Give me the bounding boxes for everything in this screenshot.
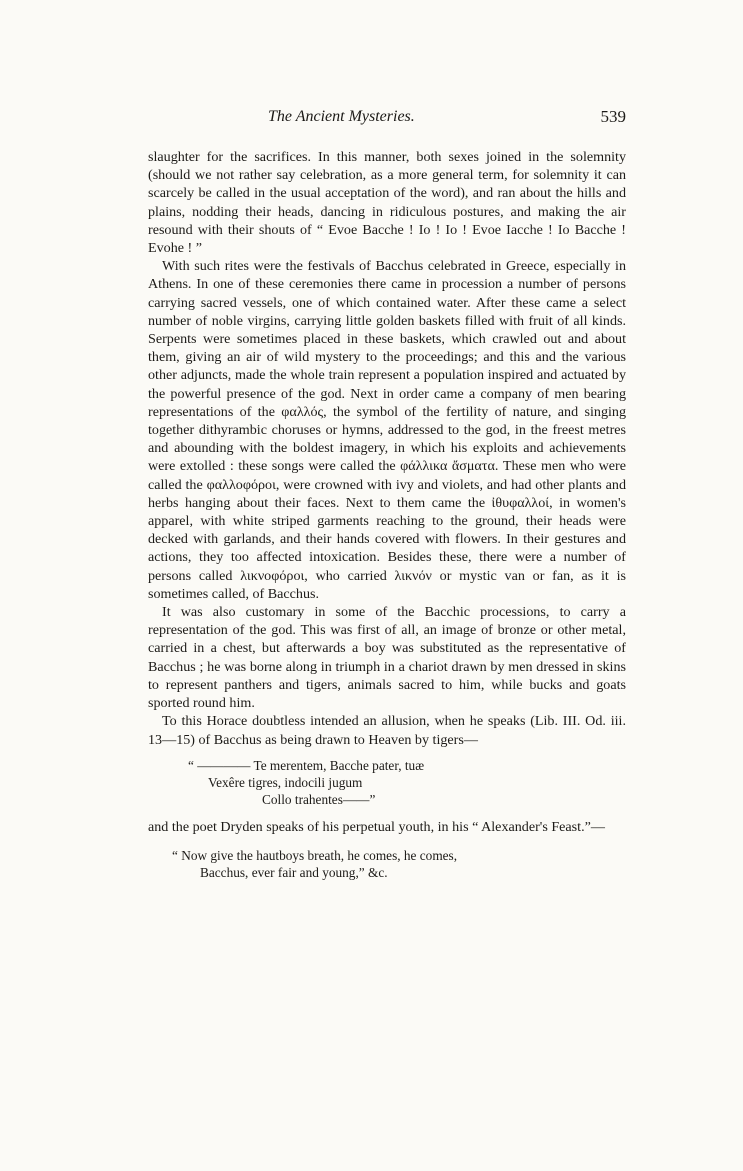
verse-line: Collo trahentes——” bbox=[262, 792, 376, 808]
paragraph: It was also customary in some of the Bacchic processions, to carry a representation of the god. This was first of all, an image of bronze or other metal, carried in a chest, but afterwards a boy was substituted as the representative of Bacchus ; he was borne along in triumph in a chariot drawn by men dressed in skins to represent panthers and tigers, animals sacred to him, while bucks and goats sported round him. bbox=[148, 604, 626, 712]
paragraph: With such rites were the festivals of Bacchus celebrated in Greece, especially in Athens. In one of these ceremonies there came in procession a number of persons carrying sacred vessels, one of which contained water. After these came a select number of noble virgins, carrying little golden baskets filled with fruit of all kinds. Serpents were sometimes placed in these baskets, which crawled out and about them, giving an air of wild mystery to the proceedings; and this and the various other adjuncts, made the whole train represent a population inspired and actuated by the powerful presence of the god. Next in order came a company of men bearing representations of the φαλλός, the symbol of the fertility of nature, and singing together dithyrambic choruses or hymns, addressed to the god, in the freest metres and abounding with the boldest imagery, in which his exploits and achievements were extolled : these songs were called the φάλλικα ἄσματα. These men who were called the φαλλοφόροι, were crowned with ivy and violets, and had other plants and herbs hanging about their faces. Next to them came the ἰθυφαλλοί, in women's apparel, with white striped garments reaching to the ground, their heads were decked with garlands, and their hands covered with flowers. In their gestures and actions, they too affected intoxication. Besides these, there were a number of persons called λικνοφόροι, who carried λικνόν or mystic van or fan, as it is sometimes called, of Bacchus. bbox=[148, 258, 626, 602]
paragraph: To this Horace doubtless intended an allusion, when he speaks (Lib. III. Od. iii. 13—15) of Bacchus as being drawn to Heaven by tigers— bbox=[148, 713, 626, 748]
verse-line: Bacchus, ever fair and young,” &c. bbox=[200, 864, 388, 880]
dryden-quotation bbox=[148, 847, 626, 881]
running-title: The Ancient Mysteries. bbox=[268, 108, 415, 125]
page-header bbox=[148, 108, 626, 130]
page-number: 539 bbox=[600, 107, 626, 126]
verse-line: “ ———— Te merentem, Bacche pater, tuæ bbox=[188, 757, 425, 773]
horace-quotation bbox=[148, 757, 626, 809]
paragraph: and the poet Dryden speaks of his perpetual youth, in his “ Alexander's Feast.”— bbox=[148, 819, 605, 836]
body-text bbox=[148, 148, 626, 891]
verse-line: “ Now give the hautboys breath, he comes, he comes, bbox=[172, 847, 458, 863]
verse-line: Vexêre tigres, indocili jugum bbox=[208, 774, 363, 790]
paragraph: slaughter for the sacrifices. In this manner, both sexes joined in the solemnity (should we not rather say celebration, as a more general term, for solemnity it can scarcely be called in the usual acceptation of the word), and ran about the hills and plains, nodding their heads, dancing in ridiculous postures, and making the air resound with their shouts of “ Evoe Bacche ! Io ! Io ! Evoe Iacche ! Io Bacche ! Evohe ! ” bbox=[148, 149, 626, 257]
